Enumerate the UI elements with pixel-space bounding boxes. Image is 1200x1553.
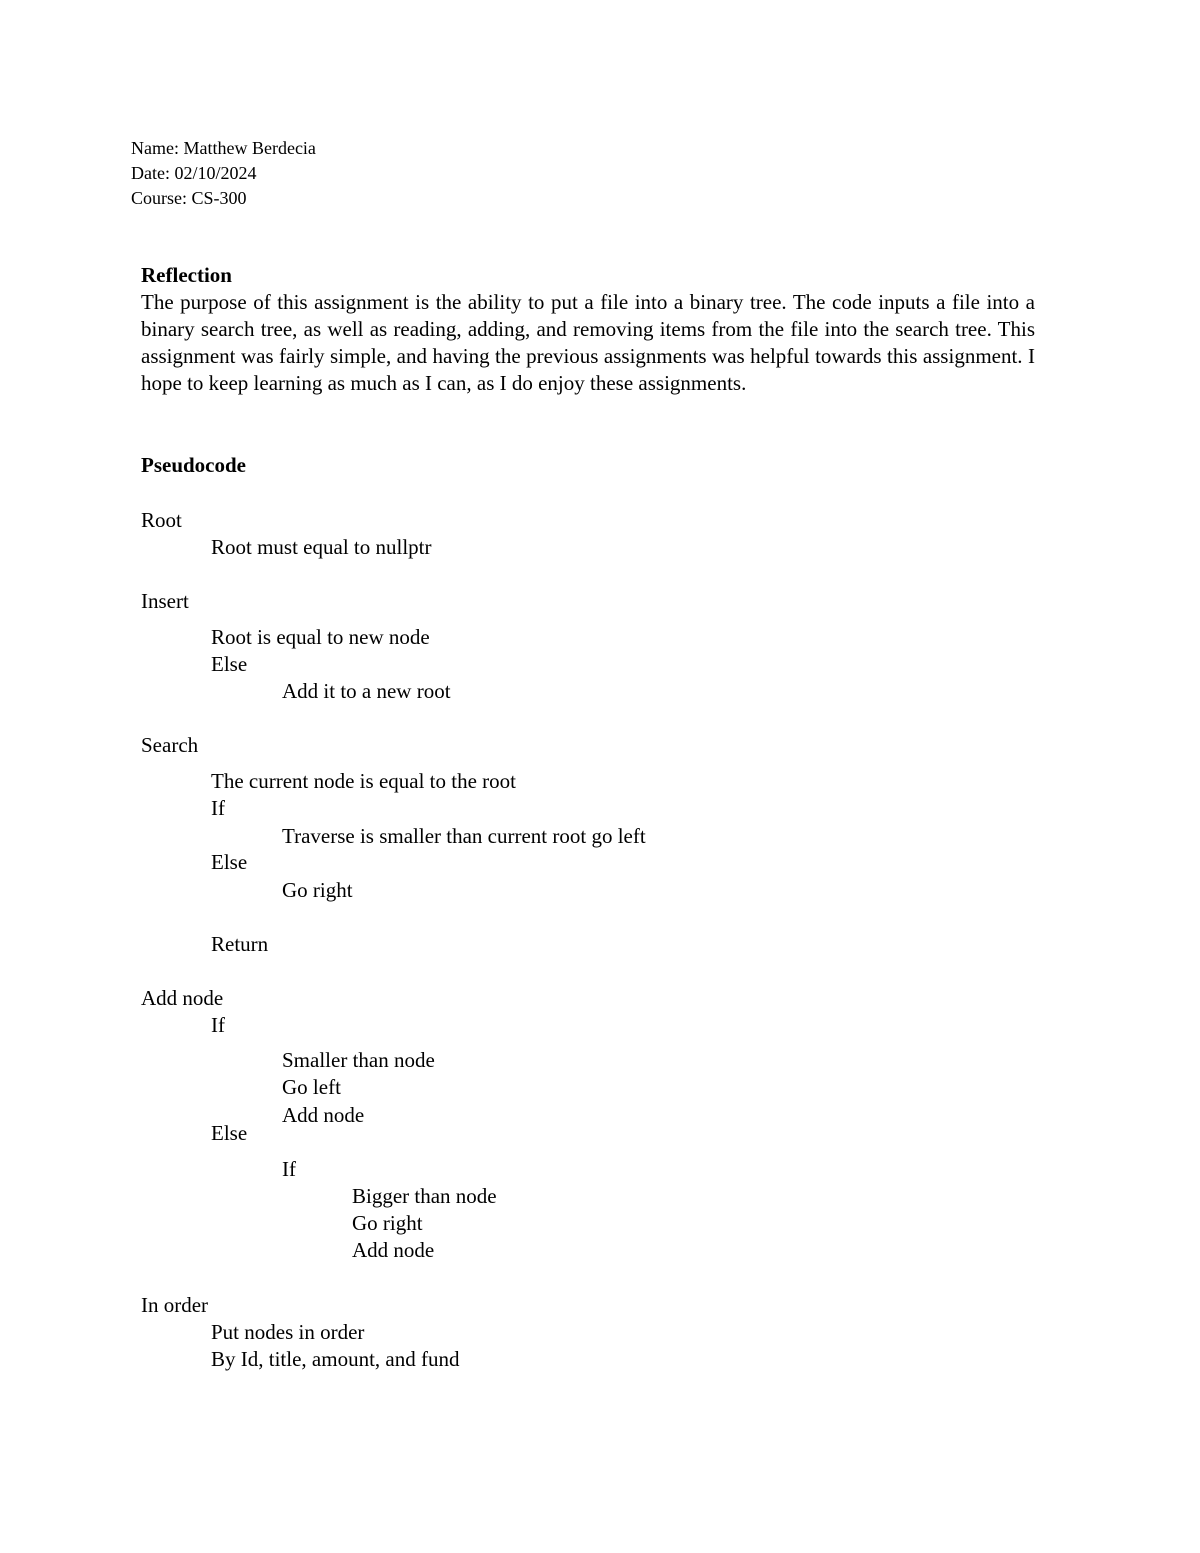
search-step: Go right [282,878,353,902]
search-step: Traverse is smaller than current root go left [282,824,646,848]
add-node-step: Smaller than node [282,1048,435,1072]
insert-step: Add it to a new root [282,679,451,703]
submission-date: Date: 02/10/2024 [131,163,257,183]
add-node-step: Else [211,1121,248,1145]
search-step: The current node is equal to the root [211,769,516,793]
search-label: Search [141,733,199,757]
add-node-step: Go left [282,1075,341,1099]
reflection-heading: Reflection [141,263,232,287]
in-order-step: By Id, title, amount, and fund [211,1347,460,1371]
root-label: Root [141,508,182,532]
search-step: Return [211,932,269,956]
insert-step: Else [211,652,248,676]
insert-label: Insert [141,589,189,613]
reflection-paragraph: The purpose of this assignment is the ability to put a file into a binary tree. The code inputs a file into a binary search tree, as well as reading, adding, and removing items from the file into the search tree. This assignment was fairly simple, and having the previous assignments was helpful towards this assignment. I hope to keep learning as much as I can, as I do enjoy these assignments. [141,290,1035,395]
search-step: If [211,796,225,820]
add-node-label: Add node [141,986,224,1010]
in-order-step: Put nodes in order [211,1320,365,1344]
add-node-step: Add node [352,1238,435,1262]
in-order-label: In order [141,1293,209,1317]
student-name: Name: Matthew Berdecia [131,138,316,158]
add-node-step: Go right [352,1211,423,1235]
document-header [131,136,316,211]
add-node-step: Bigger than node [352,1184,497,1208]
pseudocode-heading: Pseudocode [141,453,246,477]
search-step: Else [211,850,248,874]
add-node-step: Add node [282,1103,365,1127]
add-node-step: If [211,1013,225,1037]
insert-step: Root is equal to new node [211,625,430,649]
root-step: Root must equal to nullptr [211,535,432,559]
course-code: Course: CS-300 [131,188,247,208]
add-node-step: If [282,1157,296,1181]
